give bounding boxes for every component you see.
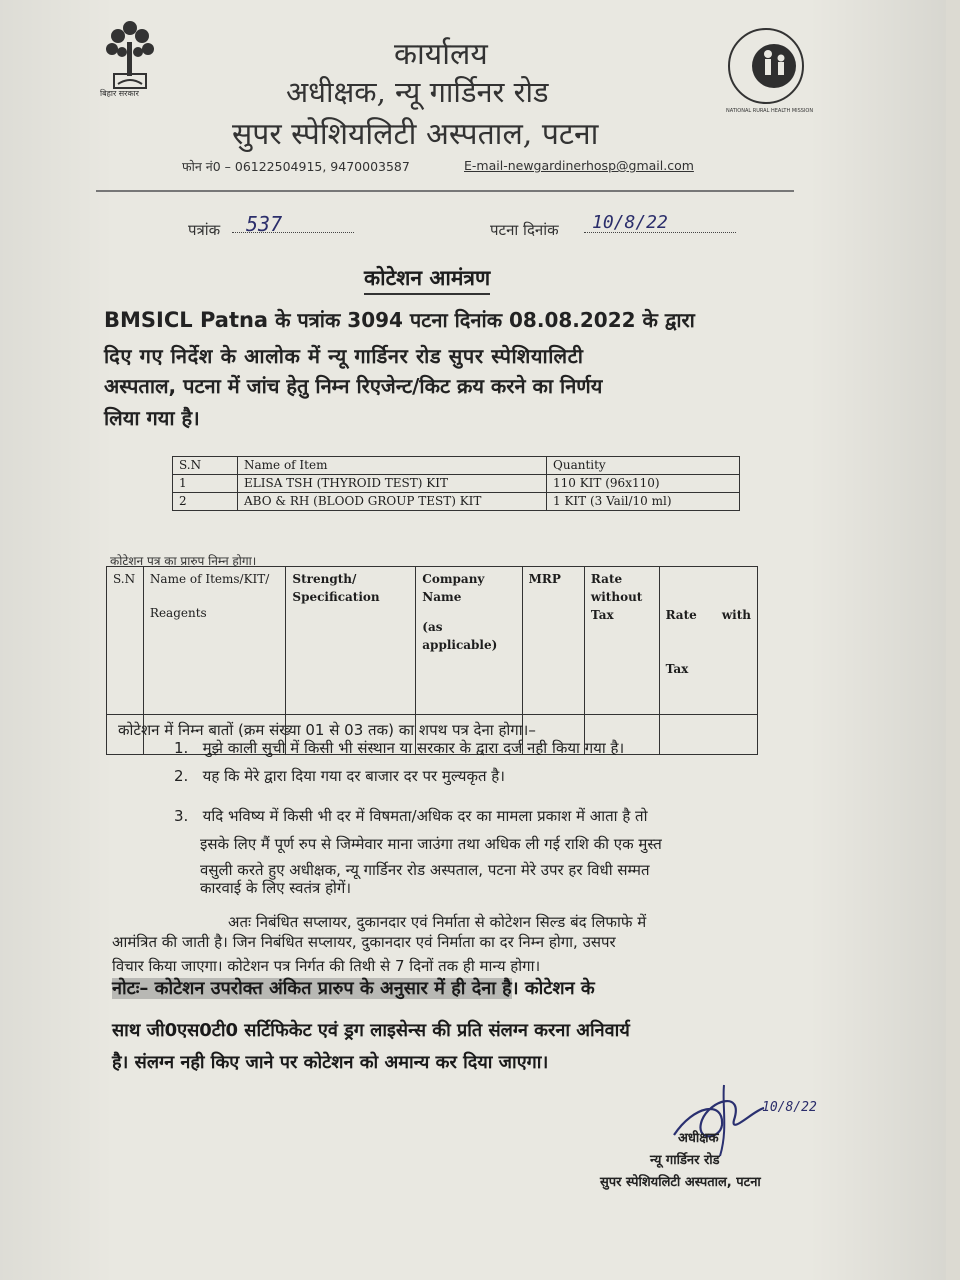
intro-line-4: लिया गया है। (104, 406, 200, 430)
letter-no-label: पत्रांक (188, 221, 221, 239)
format-h-strength-1: Strength/ (292, 572, 357, 586)
items-table (172, 456, 740, 511)
point-3 (174, 806, 648, 826)
item-sn: 1 (173, 475, 238, 493)
intro-line-3: अस्पताल, पटना में जांच हेतु निम्न रिएजेन्ट/किट क्रय करने का निर्णय (104, 374, 603, 398)
email-link[interactable]: E-mail-newgardinerhosp@gmail.com (464, 158, 694, 173)
point-1 (174, 738, 624, 758)
letter-no-value: 537 (246, 212, 283, 236)
format-h-company (416, 567, 522, 715)
date-value: 10/8/22 (592, 212, 668, 233)
format-h-company-3: (as (422, 620, 443, 634)
point-text: मुझे काली सुची में किसी भी संस्थान या सरकार के द्वारा दर्ज नही किया गया है। (202, 739, 625, 757)
invite-line-2: आमंत्रित की जाती है। जिन निबंधित सप्लायर, दुकानदार एवं निर्माता का दर निम्न होगा, उसपर (112, 933, 616, 951)
item-qty: 1 KIT (3 Vail/10 ml) (547, 493, 740, 511)
format-h-rate-wo-1: Rate (590, 572, 623, 586)
format-h-company-4: applicable) (422, 638, 498, 652)
format-h-sn-text: S.N (113, 572, 136, 586)
nrhm-text: NATIONAL RURAL HEALTH MISSION (726, 108, 814, 114)
intro-line-1-rest: के पत्रांक 3094 पटना दिनांक 08.08.2022 के द्वारा (268, 308, 695, 332)
note-line-1 (112, 976, 595, 1000)
items-header-name: Name of Item (238, 457, 547, 475)
format-h-mrp-text: MRP (528, 572, 561, 586)
note-line-3: है। संलग्न नही किए जाने पर कोटेशन को अमान्य कर दिया जाएगा। (112, 1052, 549, 1073)
signatory-title: अधीक्षक (678, 1131, 719, 1146)
items-header-row (173, 457, 740, 475)
table-row (173, 475, 740, 493)
document-title: कोटेशन आमंत्रण (364, 264, 490, 295)
format-h-rate-wo-2: without (590, 590, 643, 604)
signatory-line-3: सुपर स्पेशियलिटी अस्पताल, पटना (600, 1175, 761, 1190)
point-text: यदि भविष्य में किसी भी दर में विषमता/अधिक दर का मामला प्रकाश में आता है तो (202, 807, 648, 825)
format-h-company-1: Company (422, 572, 485, 586)
format-h-name-1: Name of Items/KIT/ (149, 572, 270, 586)
point-3-cont-2: वसुली करते हुए अधीक्षक, न्यू गार्डिनर रोड अस्पताल, पटना मेरे उपर हर विधी सम्मत (200, 861, 650, 879)
point-number: 3. (174, 807, 189, 825)
format-h-strength-2: Specification (292, 590, 380, 604)
format-h-name-2: Reagents (149, 606, 207, 620)
format-h-rate-wo-3: Tax (590, 608, 614, 622)
point-3-cont-3: कारवाई के लिए स्वतंत्र होगें। (200, 879, 352, 897)
format-h-rate-w-1: Rate with (665, 608, 751, 622)
point-text: यह कि मेरे द्वारा दिया गया दर बाजार दर पर मुल्यकृत है। (202, 767, 505, 785)
signatory-line-2: न्यू गार्डिनर रोड (650, 1153, 720, 1168)
format-h-rate-w-2: Tax (665, 662, 689, 676)
format-h-sn (107, 567, 144, 715)
point-number: 2. (174, 767, 189, 785)
item-sn: 2 (173, 493, 238, 511)
item-name: ELISA TSH (THYROID TEST) KIT (238, 475, 547, 493)
item-qty: 110 KIT (96x110) (547, 475, 740, 493)
table-row (173, 493, 740, 511)
format-h-rate-with (659, 567, 757, 715)
office-heading: कार्यालय (394, 37, 488, 72)
intro-org: BMSICL Patna (104, 308, 269, 332)
header-divider (96, 190, 794, 192)
point-3-cont-1: इसके लिए मैं पूर्ण रुप से जिम्मेवार माना जाउंगा तथा अधिक ली गई राशि की एक मुस्त (200, 835, 662, 853)
bihar-govt-emblem (100, 14, 160, 104)
invite-line-3: विचार किया जाएगा। कोटेशन पत्र निर्गत की तिथी से 7 दिनों तक ही मान्य होगा। (112, 957, 541, 975)
item-name: ABO & RH (BLOOD GROUP TEST) KIT (238, 493, 547, 511)
format-h-name (143, 567, 286, 715)
note-line-1-rest: । कोटेशन के (511, 978, 595, 999)
note-line-2: साथ जी0एस0टी0 सर्टिफिकेट एवं ड्रग लाइसेन्स की प्रति संलग्न करना अनिवार्य (112, 1020, 630, 1041)
point-2 (174, 766, 505, 786)
date-label: पटना दिनांक (490, 221, 559, 239)
items-header-qty: Quantity (547, 457, 740, 475)
format-caption: कोटेशन पत्र का प्रारुप निम्न होगा। (110, 554, 257, 568)
format-h-rate-without (584, 567, 659, 715)
affidavit-intro: कोटेशन में निम्न बातों (क्रम संख्या 01 से 03 तक) का शपथ पत्र देना होगा।– (118, 721, 536, 739)
items-header-sn: S.N (173, 457, 238, 475)
nrhm-family-icon (726, 26, 806, 106)
intro-line-1 (104, 306, 695, 333)
phone-line: फोन नं0 – 06122504915, 9470003587 (182, 159, 410, 174)
emblem-caption: बिहार सरकार (100, 89, 139, 98)
page-edge (946, 0, 960, 1280)
point-number: 1. (174, 739, 189, 757)
intro-line-2: दिए गए निर्देश के आलोक में न्यू गार्डिनर रोड सुपर स्पेशियालिटी (104, 344, 584, 368)
signature-scribble-icon (664, 1080, 824, 1160)
nrhm-logo (726, 26, 814, 114)
invite-line-1: अतः निबंधित सप्लायर, दुकानदार एवं निर्माता से कोटेशन सिल्ड बंद लिफाफे में (228, 913, 647, 931)
format-h-company-2: Name (422, 590, 462, 604)
format-h-strength (286, 567, 416, 715)
format-h-mrp (522, 567, 584, 715)
signature-date: 10/8/22 (762, 1100, 817, 1115)
note-highlight: नोटः– कोटेशन उपरोक्त अंकित प्रारुप के अनुसार में ही देना है (112, 978, 512, 999)
office-subheading: अधीक्षक, न्यू गार्डिनर रोड (286, 75, 549, 109)
hospital-name: सुपर स्पेशियलिटी अस्पताल, पटना (232, 117, 599, 152)
format-header-row (107, 567, 758, 715)
